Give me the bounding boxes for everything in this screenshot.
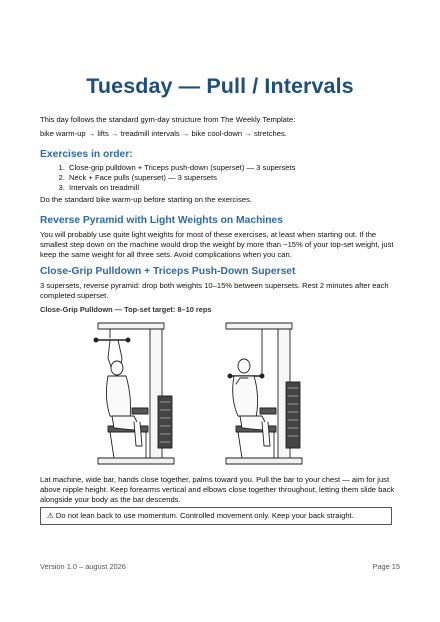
warning-box: ⚠ Do not lean back to use momentum. Controlled movement only. Keep your back straight. [40, 507, 392, 525]
footer-page-number: Page 15 [372, 562, 400, 571]
superset-body: 3 supersets, reverse pyramid: drop both weights 10–15% between supersets. Rest 2 minutes after each completed superset. [40, 281, 389, 301]
intro-line-2: bike warm-up → lifts → treadmill intervals → bike cool-down → stretches. [40, 129, 287, 138]
lat-pulldown-illustration [90, 318, 336, 468]
list-item: 1. Close-grip pulldown + Triceps push-down (superset) — 3 supersets [67, 163, 295, 173]
list-item: 3. Intervals on treadmill [67, 183, 295, 193]
exercise-caption: Close-Grip Pulldown — Top-set target: 8–10 reps [40, 305, 212, 314]
intro-line-1: This day follows the standard gym-day structure from The Weekly Template: [40, 115, 296, 124]
exercise-description: Lat machine, wide bar, hands close together, palms toward you. Pull the bar to your chest — aim for just above nipple height. Keep forearms vertical and elbows close together throughout, letting them slide back alongside your body as the bar descends. [40, 475, 395, 505]
exercises-note: Do the standard bike warm-up before starting on the exercises. [40, 195, 252, 204]
pyramid-body: You will probably use quite light weights for most of these exercises, at least when starting out. If the smallest step down on the machine would drop the weight by more than ~15% of your top-set weight, just keep the same weight for all three sets. Avoid complications when you can. [40, 230, 394, 260]
superset-heading: Close-Grip Pulldown + Triceps Push-Down Superset [40, 266, 296, 277]
list-item: 2. Neck + Face pulls (superset) — 3 supersets [67, 173, 295, 183]
exercises-heading: Exercises in order: [40, 149, 133, 160]
pyramid-heading: Reverse Pyramid with Light Weights on Machines [40, 215, 283, 226]
exercise-list [40, 163, 295, 194]
athlete-right [228, 359, 270, 446]
footer-version: Version 1.0 – august 2026 [40, 562, 126, 571]
page-title: Tuesday — Pull / Intervals [86, 74, 354, 98]
